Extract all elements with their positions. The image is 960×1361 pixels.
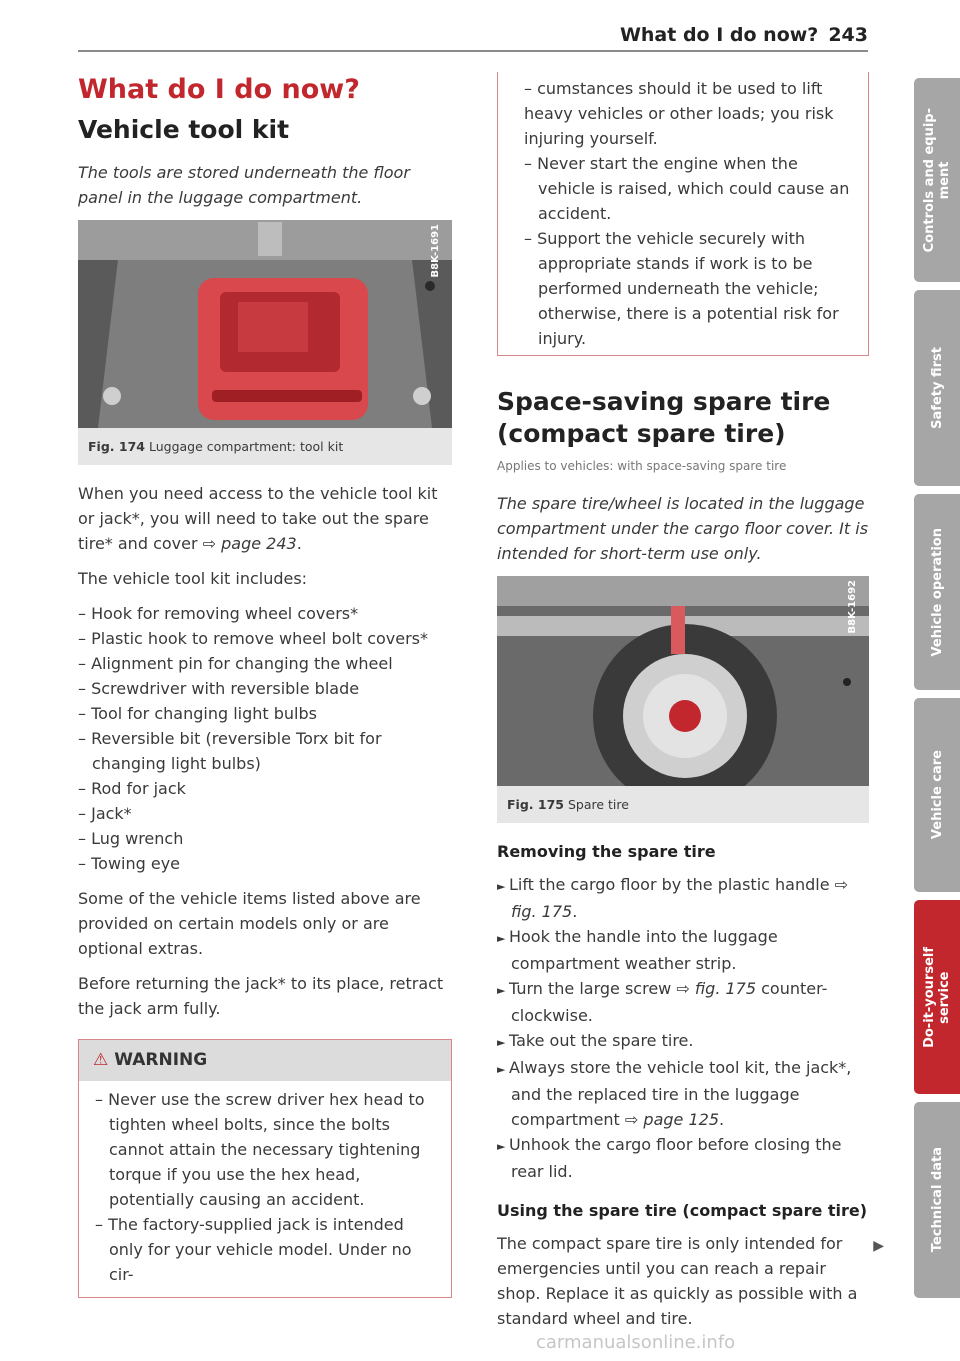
tab-technical-data[interactable]: Technical data bbox=[914, 1102, 960, 1298]
list-item: – Tool for changing light bulbs bbox=[78, 701, 452, 726]
tab-do-it-yourself[interactable]: Do-it-yourself service bbox=[914, 900, 960, 1094]
warning-header bbox=[79, 1040, 451, 1081]
section-title-spare-tire: Space-saving spare tire (compact spare tire) bbox=[497, 387, 831, 448]
list-item: – Screwdriver with reversible blade bbox=[78, 676, 452, 701]
right-column bbox=[497, 78, 869, 1341]
header-rule bbox=[78, 50, 868, 52]
list-item: – Rod for jack bbox=[78, 776, 452, 801]
warning-title: WARNING bbox=[114, 1050, 208, 1070]
fig-175-link[interactable]: ⇨ fig. 175 bbox=[511, 875, 849, 921]
tool-kit-illustration bbox=[78, 220, 452, 428]
step-item: ► Hook the handle into the luggage compartment weather strip. bbox=[497, 924, 869, 976]
list-item: – Towing eye bbox=[78, 851, 452, 876]
step-item: ► Take out the spare tire. bbox=[497, 1028, 869, 1055]
figure-174-caption bbox=[78, 428, 452, 465]
running-title: What do I do now? bbox=[619, 24, 819, 46]
list-item: – Lug wrench bbox=[78, 826, 452, 851]
warning-body bbox=[79, 1081, 451, 1287]
warning-item: – Never start the engine when the vehicle is raised, which could cause an accident. bbox=[524, 151, 852, 226]
spare-tire-illustration bbox=[497, 576, 869, 786]
applies-to: Applies to vehicles: with space-saving spare tire bbox=[497, 459, 787, 473]
warning-item: – Support the vehicle securely with appropriate stands if work is to be performed underneath the vehicle; otherwise, there is a potential risk for injury. bbox=[524, 226, 852, 351]
page-number: 243 bbox=[828, 24, 868, 46]
watermark: carmanualsonline.info bbox=[536, 1332, 736, 1353]
optional-note: Some of the vehicle items listed above are provided on certain models only or are optional extras. bbox=[78, 889, 421, 958]
tab-safety[interactable]: Safety first bbox=[914, 290, 960, 486]
list-item: – Plastic hook to remove wheel bolt covers* bbox=[78, 626, 452, 651]
access-text: When you need access to the vehicle tool kit or jack*, you will need to take out the spare tire* and cover bbox=[78, 484, 438, 553]
step-item: ► Always store the vehicle tool kit, the jack*, and the replaced tire in the luggage compartment ⇨ page 125. bbox=[497, 1055, 869, 1132]
figure-174-number: Fig. 174 bbox=[88, 439, 145, 454]
figure-175-caption bbox=[497, 786, 869, 823]
access-paragraph bbox=[78, 481, 452, 556]
continue-arrow-icon: ▶ bbox=[873, 1238, 884, 1254]
fig-175-link[interactable]: ⇨ fig. 175 bbox=[676, 979, 757, 998]
step-item: ► Turn the large screw ⇨ fig. 175 counter-clockwise. bbox=[497, 976, 869, 1028]
figure-code-174: B8K-1691 bbox=[430, 224, 441, 278]
left-column bbox=[78, 72, 452, 1298]
page-243-link[interactable]: ⇨ page 243 bbox=[202, 534, 297, 553]
figure-175-number: Fig. 175 bbox=[507, 797, 564, 812]
warning-item: – The factory-supplied jack is intended only for your vehicle model. Under no cir- bbox=[95, 1212, 435, 1287]
warning-item: – cumstances should it be used to lift heavy vehicles or other loads; you risk injuring yourself. bbox=[524, 76, 852, 151]
access-end: . bbox=[296, 534, 302, 553]
figure-175-text: Spare tire bbox=[567, 797, 629, 812]
warning-item: – Never use the screw driver hex head to tighten wheel bolts, since the bolts cannot attain the necessary tightening torque if you use the hex head, potentially causing an accident. bbox=[95, 1087, 435, 1212]
warning-icon: ⚠ bbox=[93, 1050, 109, 1070]
figure-174 bbox=[78, 220, 452, 465]
tab-vehicle-care[interactable]: Vehicle care bbox=[914, 698, 960, 892]
figure-174-text: Luggage compartment: tool kit bbox=[148, 439, 344, 454]
list-item: – Alignment pin for changing the wheel bbox=[78, 651, 452, 676]
step-item: ► Unhook the cargo floor before closing the rear lid. bbox=[497, 1132, 869, 1184]
usage-paragraph: The compact spare tire is only intended for emergencies until you can reach a repair shop. Replace it as quickly as possible with a standard wheel and tire. bbox=[497, 1234, 858, 1328]
tab-vehicle-operation[interactable]: Vehicle operation bbox=[914, 494, 960, 690]
jack-note: Before returning the jack* to its place, retract the jack arm fully. bbox=[78, 974, 444, 1018]
figure-175 bbox=[497, 576, 869, 823]
step-item: ► Lift the cargo floor by the plastic handle ⇨ fig. 175. bbox=[497, 872, 869, 924]
tool-kit-list bbox=[78, 601, 452, 876]
figure-code-175: B8K-1692 bbox=[847, 580, 858, 634]
warning-box-continued bbox=[497, 72, 869, 356]
chapter-title: What do I do now? bbox=[78, 74, 360, 105]
tab-controls[interactable]: Controls and equip- ment bbox=[914, 78, 960, 282]
heading-using: Using the spare tire (compact spare tire) bbox=[497, 1201, 868, 1220]
kit-includes: The vehicle tool kit includes: bbox=[78, 569, 308, 588]
list-item: – Jack* bbox=[78, 801, 452, 826]
page-125-link[interactable]: ⇨ page 125 bbox=[624, 1110, 719, 1129]
heading-removing: Removing the spare tire bbox=[497, 842, 716, 861]
running-header bbox=[620, 24, 868, 46]
list-item: – Reversible bit (reversible Torx bit for changing light bulbs) bbox=[78, 726, 452, 776]
spare-tire-intro: The spare tire/wheel is located in the luggage compartment under the cargo floor cover. It is intended for short-term use only. bbox=[497, 494, 869, 563]
section-title-tool-kit: Vehicle tool kit bbox=[78, 115, 290, 144]
removal-steps bbox=[497, 872, 869, 1184]
warning-box bbox=[78, 1039, 452, 1298]
tool-kit-intro: The tools are stored underneath the floor panel in the luggage compartment. bbox=[78, 163, 410, 207]
list-item: – Hook for removing wheel covers* bbox=[78, 601, 452, 626]
